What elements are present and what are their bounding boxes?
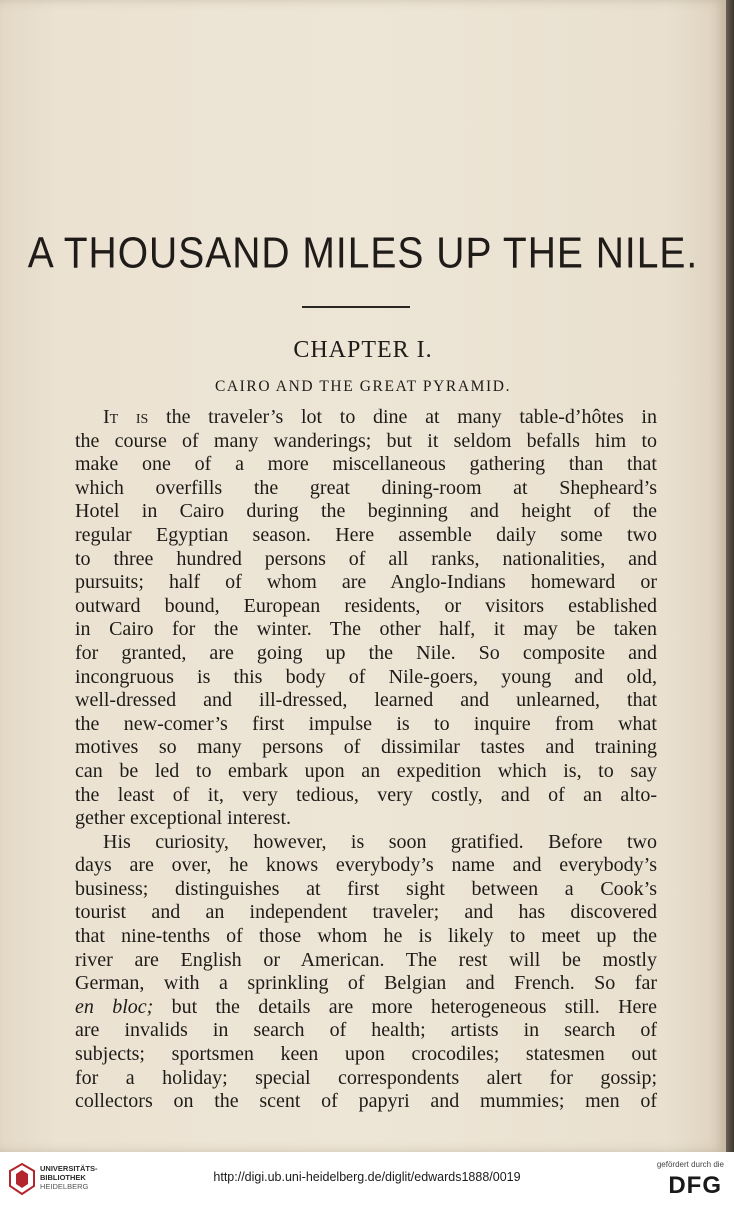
text-line: the course of many wanderings; but it seldom befalls him to [75, 429, 657, 452]
text-line: well-dressed and ill-dressed, learned and unlearned, that [75, 689, 657, 712]
chapter-heading: CHAPTER I. [293, 337, 433, 363]
text-line: It is the traveler’s lot to dine at many table-d’hôtes in [103, 406, 657, 428]
text-line: tourist and an independent traveler; and has discovered [75, 901, 657, 924]
text-line: river are English or American. The rest will be mostly [75, 948, 657, 971]
funded-by-label: gefördert durch die [656, 1160, 724, 1169]
title-divider [302, 306, 410, 308]
text-line: regular Egyptian season. Here assemble daily some two [75, 523, 657, 546]
text-line: which overfills the great dining-room at Shepheard’s [75, 476, 657, 499]
text-line: to three hundred persons of all ranks, nationalities, and [75, 547, 657, 570]
text-line: are invalids in search of health; artists in search of [75, 1019, 657, 1042]
text-line: subjects; sportsmen keen upon crocodiles; statesmen out [75, 1043, 657, 1066]
text-line: en bloc; but the details are more heterogeneous still. Here [75, 995, 657, 1018]
text-line: days are over, he knows everybody’s name and everybody’s [75, 854, 657, 877]
book-title: A THOUSAND MILES UP THE NILE. [27, 229, 699, 278]
text-line: in Cairo for the winter. The other half, it may be taken [75, 618, 657, 641]
text-line: business; distinguishes at first sight between a Cook’s [75, 877, 657, 900]
text-line: German, with a sprinkling of Belgian and French. So far [75, 972, 657, 995]
institution-line: HEIDELBERG [40, 1182, 89, 1191]
text-line: motives so many persons of dissimilar tastes and training [75, 736, 657, 759]
dfg-logo[interactable]: DFG [668, 1172, 722, 1199]
institution-line: BIBLIOTHEK [40, 1173, 86, 1182]
text-line: incongruous is this body of Nile-goers, young and old, [75, 665, 657, 688]
text-line: the least of it, very tedious, very costly, and of an alto- [75, 783, 657, 806]
permalink-url[interactable]: http://digi.ub.uni-heidelberg.de/diglit/edwards1888/0019 [213, 1170, 521, 1184]
page-edge-shadow [726, 0, 734, 1152]
text-line: the new-comer’s first impulse is to inquire from what [75, 712, 657, 735]
text-line: collectors on the scent of papyri and mummies; men of [75, 1090, 657, 1113]
text-line: gether exceptional interest. [75, 807, 292, 830]
text-line: for granted, are going up the Nile. So composite and [75, 641, 657, 664]
text-line: make one of a more miscellaneous gathering than that [75, 453, 657, 476]
chapter-subtitle: CAIRO AND THE GREAT PYRAMID. [214, 378, 512, 395]
viewer-footer [0, 1152, 734, 1206]
text-line: Hotel in Cairo during the beginning and height of the [75, 500, 657, 523]
text-line: pursuits; half of whom are Anglo-Indians homeward or [75, 571, 657, 594]
text-line: for a holiday; special correspondents alert for gossip; [75, 1066, 657, 1089]
text-line: outward bound, European residents, or visitors established [75, 594, 657, 617]
institution-line: UNIVERSITÄTS- [40, 1164, 98, 1173]
text-line: His curiosity, however, is soon gratified. Before two [103, 830, 657, 853]
body-text [75, 406, 657, 1114]
text-line: that nine-tenths of those whom he is likely to meet up the [75, 925, 657, 948]
text-line: can be led to embark upon an expedition which is, to say [75, 759, 657, 782]
